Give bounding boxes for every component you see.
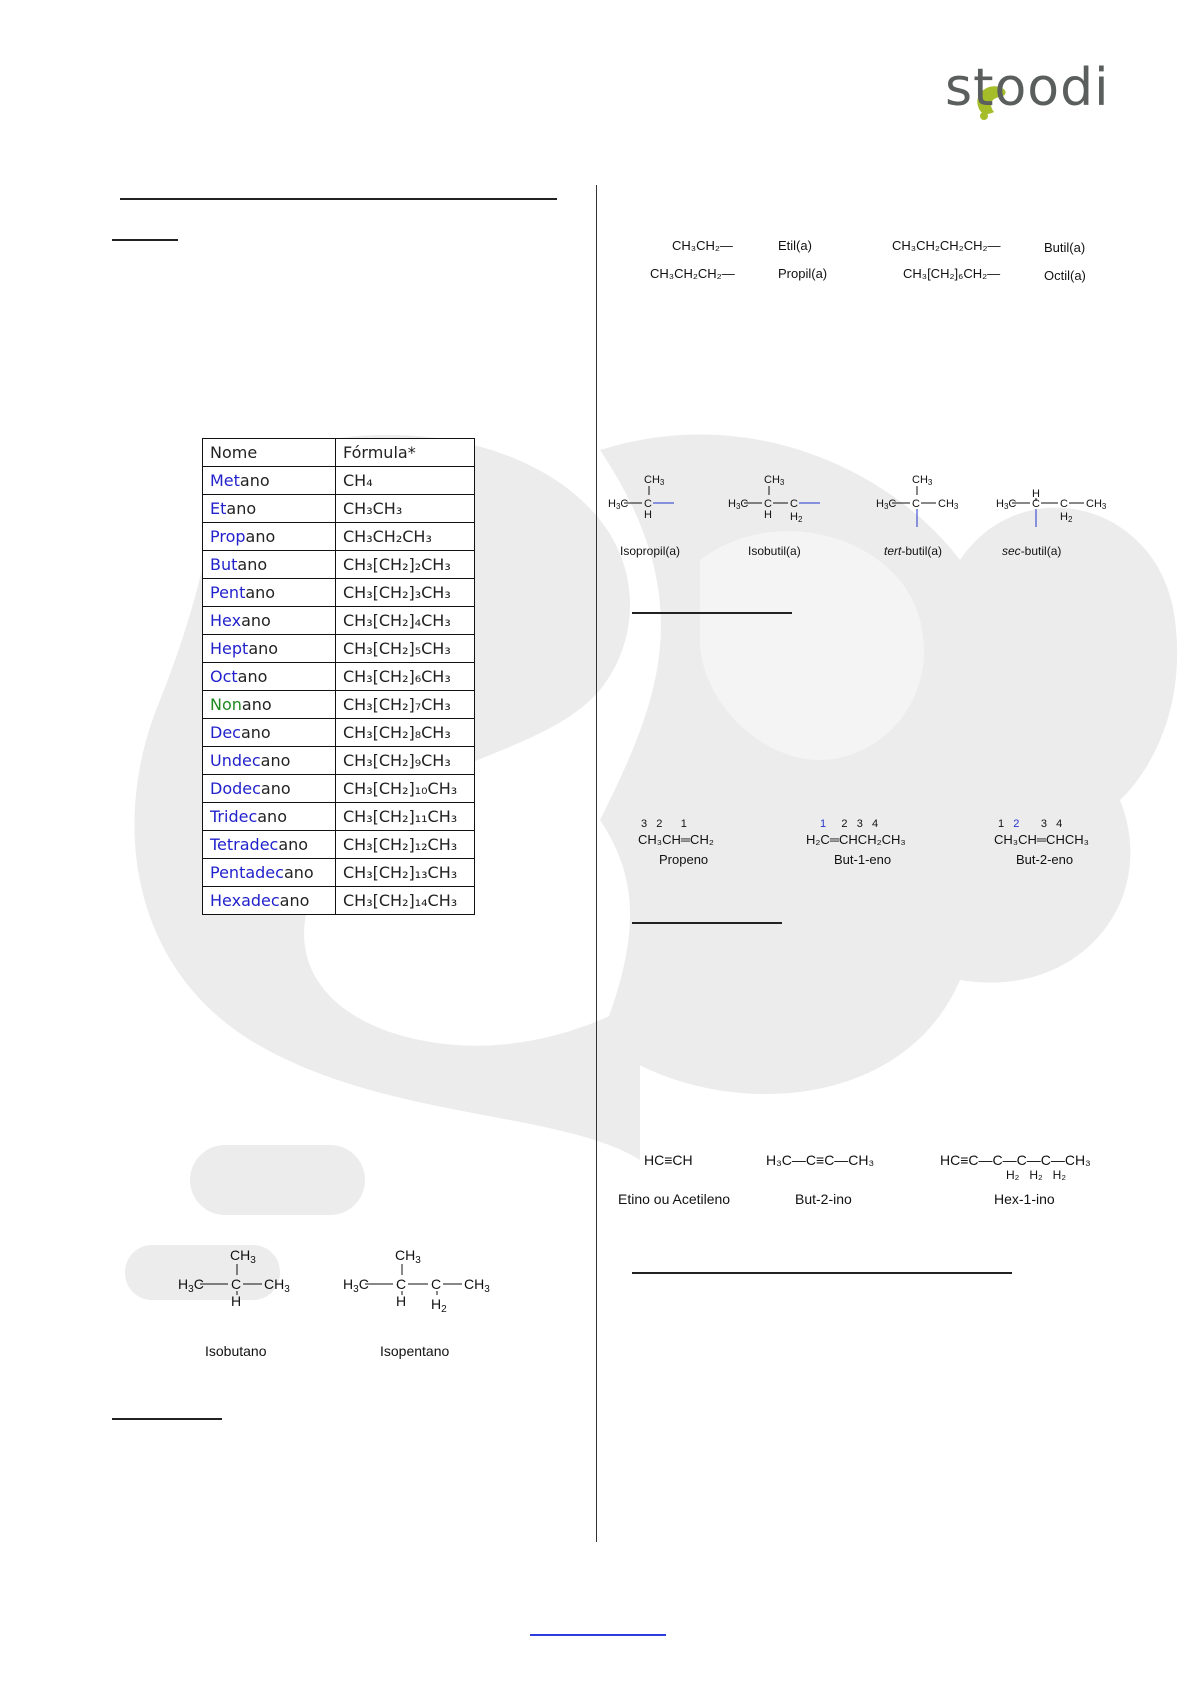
left-subheading-underline — [112, 239, 178, 241]
svg-text:H3C: H3C — [876, 498, 897, 511]
table-row: Heptano CH₃[CH₂]₅CH₃ — [203, 635, 475, 663]
svg-text:C: C — [396, 1276, 407, 1292]
svg-text:C: C — [1032, 498, 1040, 510]
propeno-formula: CH₃CH═CH₂ — [638, 832, 714, 847]
hex1ino-hydrogens: H₂ H₂ H₂ — [1006, 1168, 1066, 1182]
svg-text:C: C — [764, 498, 772, 510]
svg-text:CH3: CH3 — [764, 474, 785, 487]
table-row: Nonano CH₃[CH₂]₇CH₃ — [203, 691, 475, 719]
label-isobutil: Isobutil(a) — [748, 544, 801, 558]
svg-text:C: C — [231, 1276, 242, 1292]
label-isopentano: Isopentano — [380, 1343, 450, 1359]
svg-text:CH3: CH3 — [912, 474, 933, 487]
label-sec-butil: sec-butil(a) — [1002, 544, 1062, 558]
svg-text:H2: H2 — [1060, 511, 1073, 524]
but1eno-numbers: 1 2 3 4 — [820, 818, 879, 830]
svg-text:CH3: $CH_3$ — [395, 1247, 421, 1266]
svg-text:H3C: H3C — [608, 498, 629, 511]
table-row: Dodecano CH₃[CH₂]₁₀CH₃ — [203, 775, 475, 803]
header-name: Nome — [203, 439, 336, 467]
svg-text:H3C: $H_3C$ — [343, 1276, 369, 1295]
but2ino-formula: H₃C—C≡C—CH₃ — [766, 1152, 875, 1168]
etino-formula: HC≡CH — [644, 1152, 693, 1168]
logo-wordmark: stoodi — [945, 58, 1110, 118]
table-row: Tetradecano CH₃[CH₂]₁₂CH₃ — [203, 831, 475, 859]
table-row: Butano CH₃[CH₂]₂CH₃ — [203, 551, 475, 579]
svg-text:CH3: $CH_3$ — [464, 1276, 490, 1295]
table-row: Decano CH₃[CH₂]₈CH₃ — [203, 719, 475, 747]
table-row: Pentadecano CH₃[CH₂]₁₃CH₃ — [203, 859, 475, 887]
left-heading-underline — [120, 198, 557, 200]
radical-etil-formula: CH₃CH₂— — [672, 238, 733, 253]
table-row: Propano CH₃CH₂CH₃ — [203, 523, 475, 551]
svg-text:C: C — [1060, 498, 1068, 510]
radical-octil-name: Octil(a) — [1044, 268, 1086, 283]
but2ino-name: But-2-ino — [795, 1191, 852, 1207]
svg-text:C: C — [912, 498, 920, 510]
branched-radicals-structures — [600, 465, 1120, 535]
but1eno-name: But-1-eno — [834, 852, 892, 867]
right-heading-underline-3 — [632, 1272, 1012, 1274]
left-bottom-underline — [112, 1418, 222, 1420]
right-heading-underline-2 — [632, 922, 782, 924]
iso-alkanes-structures — [170, 1245, 510, 1315]
etino-name: Etino ou Acetileno — [618, 1191, 731, 1207]
footer-link[interactable] — [530, 1634, 666, 1636]
table-row: Metano CH₄ — [203, 467, 475, 495]
svg-text:H3C: H3C — [728, 498, 749, 511]
hex1ino-formula: HC≡C—C—C—C—CH₃ — [940, 1152, 1091, 1168]
label-tert-butil: tert-butil(a) — [884, 544, 943, 558]
svg-text:CH3: CH3 — [644, 474, 665, 487]
svg-text:H: H — [396, 1293, 407, 1309]
svg-text:H: H — [1032, 488, 1040, 500]
radical-propil-name: Propil(a) — [778, 266, 828, 281]
svg-text:CH3: $CH_3$ — [264, 1276, 290, 1295]
but2eno-formula: CH₃CH═CHCH₃ — [994, 832, 1089, 847]
table-row: Pentano CH₃[CH₂]₃CH₃ — [203, 579, 475, 607]
column-divider — [596, 185, 597, 1542]
svg-text:CH3: $CH_3$ — [230, 1247, 256, 1266]
table-header-row — [203, 439, 475, 467]
propeno-numbers: 3 2 1 — [641, 818, 687, 830]
table-row: Undecano CH₃[CH₂]₉CH₃ — [203, 747, 475, 775]
table-row: Tridecano CH₃[CH₂]₁₁CH₃ — [203, 803, 475, 831]
table-row: Hexadecano CH₃[CH₂]₁₄CH₃ — [203, 887, 475, 915]
svg-text:H3C: $H_3C$ — [178, 1276, 204, 1295]
svg-text:C: C — [431, 1276, 442, 1292]
radical-octil-formula: CH₃[CH₂]₆CH₂— — [903, 266, 1001, 281]
header-formula: Fórmula* — [336, 439, 475, 467]
table-row: Octano CH₃[CH₂]₆CH₃ — [203, 663, 475, 691]
svg-text:CH3: CH3 — [938, 498, 959, 511]
radical-propil-formula: CH₃CH₂CH₂— — [650, 266, 735, 281]
svg-text:H: H — [764, 509, 772, 521]
radical-butil-formula: CH₃CH₂CH₂CH₂— — [892, 238, 1001, 253]
table-row: Etano CH₃CH₃ — [203, 495, 475, 523]
svg-text:H: H — [231, 1293, 242, 1309]
but2eno-numbers: 1 2 3 4 — [998, 818, 1063, 830]
svg-text:H2: $H_2$ — [431, 1296, 447, 1315]
radical-etil-name: Etil(a) — [778, 238, 812, 253]
label-isopropil: Isopropil(a) — [620, 544, 681, 558]
right-heading-underline-1 — [632, 612, 792, 614]
hex1ino-name: Hex-1-ino — [994, 1191, 1055, 1207]
svg-text:H2: H2 — [790, 511, 803, 524]
svg-text:H: H — [644, 509, 652, 521]
but2eno-name: But-2-eno — [1016, 852, 1074, 867]
alkanes-table — [202, 438, 475, 915]
svg-text:C: C — [644, 498, 652, 510]
but1eno-formula: H₂C═CHCH₂CH₃ — [806, 832, 906, 847]
svg-text:H3C: H3C — [996, 498, 1017, 511]
svg-text:CH3: CH3 — [1086, 498, 1107, 511]
label-isobutano: Isobutano — [205, 1343, 267, 1359]
radical-butil-name: Butil(a) — [1044, 240, 1086, 255]
table-row: Hexano CH₃[CH₂]₄CH₃ — [203, 607, 475, 635]
propeno-name: Propeno — [659, 852, 709, 867]
svg-text:C: C — [790, 498, 798, 510]
